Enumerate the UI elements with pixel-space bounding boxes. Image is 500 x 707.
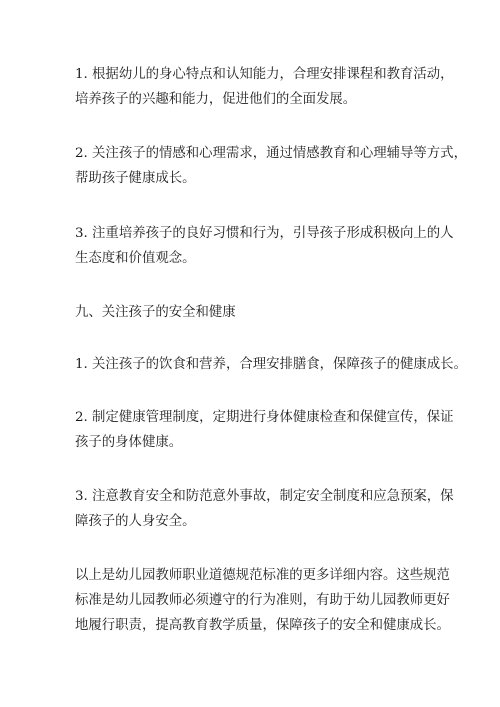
text-line: 2. 关注孩子的情感和心理需求，通过情感教育和心理辅导等方式， [75, 146, 467, 161]
paragraph-summary [75, 563, 450, 638]
text-line: 培养孩子的兴趣和能力，促进他们的全面发展。 [75, 92, 357, 107]
text-line: 以上是幼儿园教师职业道德规范标准的更多详细内容。这些规范 [75, 568, 450, 583]
text-line: 1. 关注孩子的饮食和营养，合理安排膳食，保障孩子的健康成长。 [75, 357, 467, 372]
text-line: 标准是幼儿园教师必须遵守的行为准则，有助于幼儿园教师更好 [75, 593, 450, 608]
section-heading [75, 300, 440, 325]
text-line: 孩子的身体健康。 [75, 435, 183, 450]
paragraph-item-2-emotional-needs [75, 141, 467, 191]
text-line: 地履行职责，提高教育教学质量，保障孩子的安全和健康成长。 [75, 618, 450, 633]
text-line: 1. 根据幼儿的身心特点和认知能力，合理安排课程和教育活动， [75, 67, 454, 82]
text-line: 生态度和价值观念。 [75, 251, 196, 266]
paragraph-item-1-development [75, 62, 454, 112]
text-line: 3. 注重培养孩子的良好习惯和行为，引导孩子形成积极向上的人 [75, 226, 454, 241]
paragraph-item-1-diet [75, 352, 467, 377]
paragraph-item-3-habits [75, 221, 454, 271]
paragraph-item-2-health-management [75, 405, 454, 455]
text-line: 障孩子的人身安全。 [75, 514, 196, 529]
heading-text: 九、关注孩子的安全和健康 [75, 305, 236, 320]
text-line: 帮助孩子健康成长。 [75, 171, 196, 186]
paragraph-item-3-safety [75, 484, 454, 534]
text-line: 3. 注意教育安全和防范意外事故，制定安全制度和应急预案，保 [75, 489, 454, 504]
text-line: 2. 制定健康管理制度，定期进行身体健康检查和保健宣传，保证 [75, 410, 454, 425]
